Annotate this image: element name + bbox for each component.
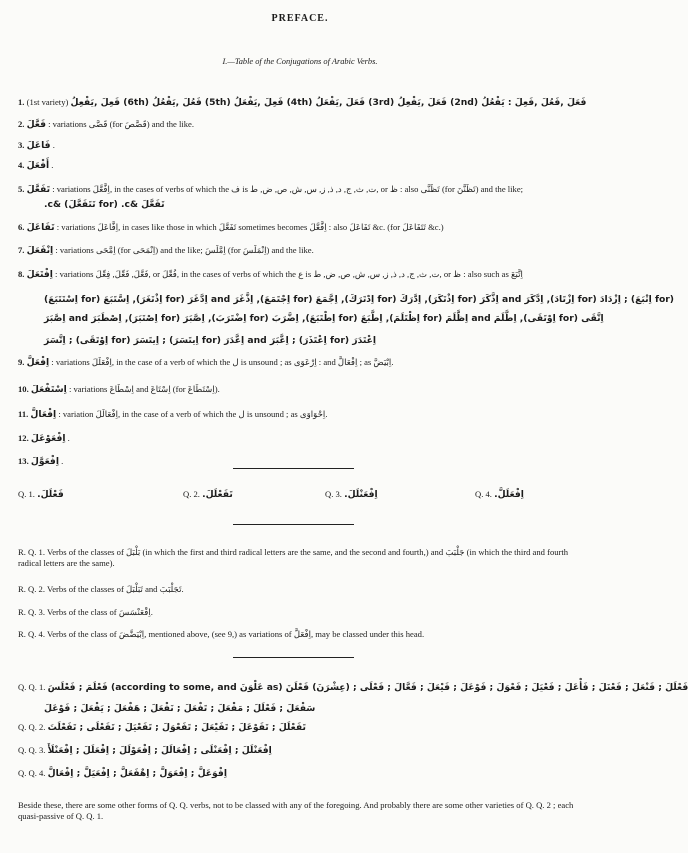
- arabic-form: سَفْعَلَ ; فَعْلَلَ ; مَفْعَلَ ; تَفْعَلَ ; نَفْعَلَ ; هَفْعَلَ ; يَفْعَلَ ; فَوْعَلَ: [44, 703, 316, 714]
- arabic-form: فَعْلَلَ ; فَنْعَلَ ; فَعْنَلَ ; فَأْعَلَ ; فَعْيَلَ ; فَعْوَلَ ; فَوْعَلَ ; فَيْعَلَ ; فَعَّالَ ; فَعْلَى ; (عِشْرَنَ) فَعْلَنَ (as عَلْوَنَ according to some, and) فَعْلَمَ ; فَعْلَسَ: [47, 682, 688, 693]
- conjugation-note: : variations اِفْعَلَلَ, in the case of a verb of which the ل is unsound ; as اِرْعَوَى : and اِفْعَالَّ ; as اِبْيَضَّ.: [49, 357, 394, 367]
- rq-line: [18, 584, 592, 595]
- arabic-form: اِفْتَعَلَ: [26, 269, 53, 280]
- conjugation-line: [18, 269, 592, 280]
- conjugation-number: 12.: [18, 433, 31, 443]
- conjugation-note: : variations اِفَّعَّلَ, in the cases of verbs of which the ف is ت, ث, ج, د, ذ, ز, س, ش, ص, ض, ط, or ظ : also تَظَنَّى (for تَظَنَّنَ) and the like;: [50, 184, 524, 194]
- arabic-form: فَعَّلَ: [26, 119, 46, 130]
- section-subtitle: I.—Table of the Conjugations of Arabic Verbs.: [222, 57, 378, 66]
- arabic-form: تَفَعَّلَ &c. (for تَتَفَعَّلَ) &c.: [44, 199, 165, 210]
- qq-line: [18, 682, 688, 693]
- rq-label: R. Q. 3.: [18, 607, 47, 617]
- quadriliteral-label: Q. 1.: [18, 489, 38, 499]
- conjugation-line: [18, 184, 592, 195]
- rq-label: R. Q. 1.: [18, 547, 47, 557]
- conjugation-number: 7.: [18, 245, 27, 255]
- arabic-form: فَعَلَ ,فَعُلَ ,فَعِلَ : يَفْعُلُ (2nd) فَعَلَ ,يَفْعِلُ (3rd) فَعَلَ ,يَفْعَلُ (4th) فَعِلَ ,يَفْعَلُ (5th) فَعُلَ ,يَفْعُلُ (6th) فَعِلَ ,يَفْعِلُ: [70, 97, 587, 108]
- conjugation-note: : variations اِسْطَاعَ and اِسْتَاعَ (for اِسْتَطَاعَ).: [66, 384, 220, 394]
- rq-line: [18, 629, 592, 640]
- quadriliteral-label: Q. 3.: [325, 489, 345, 499]
- quadriliteral-label: Q. 4.: [475, 489, 495, 499]
- conjugation-note: .: [58, 456, 64, 466]
- conjugation-line: [18, 222, 592, 233]
- arabic-form: اِسْتَفْعَلَ: [30, 384, 67, 395]
- conjugation-number: 6.: [18, 222, 27, 232]
- qq-label: Q. Q. 4.: [18, 768, 48, 778]
- conjugation-line: [18, 456, 592, 467]
- conjugation-note: .: [49, 160, 54, 170]
- arabic-form: تَفَعْلَلَ ; تَفَوْعَلَ ; تَفَيْعَلَ ; تَفَعْوَلَ ; تَفَعْيَلَ ; تَفَعْلَى ; تَفَعْلَتَ: [47, 722, 306, 733]
- closing-note: Beside these, there are some other forms of Q. Q. verbs, not to be classed with any of the foregoing. And probably there are some other varieties of Q. Q. 2 ; each quasi-passive of Q. Q. 1.: [18, 800, 574, 821]
- conjugation-note: .: [65, 433, 70, 443]
- arabic-form: (for اِتْبَعَ) ; اِزْدَادَ (for اِزْتَادَ), اِدَّكَرَ and اِذَّكَرَ (for اِذْتَكَرَ), اِدَّرَكَ (for اِدْتَرَكَ), اِجَّمَعَ (for اِجْتَمَعَ), اِذَّغَرَ and اِدَّغَرَ (for اِذْتَغَرَ), اِسَّتَبَعَ (for اِسْتَتَبَعَ): [44, 294, 674, 305]
- qq-line: [18, 722, 592, 733]
- qq-line: [18, 745, 592, 756]
- divider-rule: [233, 524, 354, 525]
- arabic-form: تَفَعَّلَ: [26, 184, 51, 195]
- arabic-form: اِفْوَعَلَّ ; اِفْعَوَلَّ ; اِهْفَعَلَّ ; اِفْعَيَلَّ ; اِفْعَالَّ: [47, 768, 227, 779]
- conjugation-number: 5.: [18, 184, 27, 194]
- quadriliteral-form: [325, 489, 378, 500]
- arabic-form: اِفْعَوْعَلَ: [30, 433, 66, 444]
- conjugation-note: : variations فَعَّلَ, فَعِّلَ, فِعِّلَ, or فُعِّلَ, in the cases of verbs of which the ع is ت, ث, ج, د, ذ, ز, س, ش, ص, ض, ط, or ظ : also such as اِتَّبَعَ: [52, 269, 523, 279]
- rq-line: [18, 547, 592, 569]
- conjugation-number: 2.: [18, 119, 27, 129]
- arabic-form: تَفَاعَلَ: [26, 222, 55, 233]
- arabic-form: اِفْعَالَّ: [30, 409, 57, 420]
- conjugation-line: [18, 119, 592, 130]
- page-title: PREFACE.: [271, 13, 329, 24]
- qq-label: Q. Q. 2.: [18, 722, 48, 732]
- conjugation-number: 13.: [18, 456, 31, 466]
- conjugation-note: : variations قَصَّى (for قَصَّصَ) and the like.: [46, 119, 194, 129]
- conjugation-line: [18, 357, 592, 368]
- conjugation-line: [18, 245, 592, 256]
- quadriliteral-form: [18, 489, 64, 500]
- conjugation-line: [44, 199, 618, 210]
- conjugation-number: 10.: [18, 384, 31, 394]
- arabic-form: تَفَعْلَلَ.: [202, 489, 233, 500]
- arabic-form: اِفْعَوَّلَ: [30, 456, 59, 467]
- variety-label: (1st variety): [26, 97, 71, 107]
- arabic-form: اِنْفَعَلَ: [26, 245, 54, 256]
- conjugation-line: [44, 294, 674, 305]
- conjugation-number: 1.: [18, 97, 27, 107]
- quadriliteral-form: [475, 489, 524, 500]
- conjugation-line: [18, 160, 592, 171]
- conjugation-line: [18, 409, 592, 420]
- conjugation-note: .: [50, 140, 55, 150]
- rq-text: Verbs of the classes of بَلْبَلَ (in which the first and third radical letters are the same, and the second and fourth,) and جَلْبَبَ (in which the third and fourth radical letters are the same).: [18, 547, 569, 568]
- arabic-form: فَعْلَلَ.: [37, 489, 64, 500]
- qq-line: [44, 703, 618, 714]
- conjugation-line: [18, 140, 592, 151]
- conjugation-number: 9.: [18, 357, 27, 367]
- arabic-form: اِفْعَلَلَّ.: [494, 489, 524, 500]
- conjugation-number: 8.: [18, 269, 27, 279]
- divider-rule: [233, 468, 354, 469]
- conjugation-number: 11.: [18, 409, 31, 419]
- rq-line: [18, 607, 592, 618]
- arabic-form: فَاعَلَ: [26, 140, 51, 151]
- conjugation-line: [18, 433, 592, 444]
- rq-text: Verbs of the class of اِبْيَضَّضَ, mentioned above, (see 9,) as variations of اِفْعَلَّ, may be classed under this head.: [46, 629, 425, 639]
- rq-label: R. Q. 2.: [18, 584, 47, 594]
- qq-label: Q. Q. 3.: [18, 745, 48, 755]
- conjugation-note: : variations اِمَّحَى (for اِنْمَحَى) and the like; اِمَّلَسَ (for اِنْمَلَسَ) and the like.: [53, 245, 314, 255]
- quadriliteral-form: [183, 489, 233, 500]
- qq-label: Q. Q. 1.: [18, 682, 48, 692]
- conjugation-line: [44, 335, 618, 346]
- rq-text: Verbs of the classes of تَبَلْبَلَ and تَجَلْبَبَ.: [46, 584, 184, 594]
- arabic-form: اِفْعَلَّ: [26, 357, 50, 368]
- conjugation-number: 4.: [18, 160, 27, 170]
- arabic-form: اِفْعَنْلَلَ ; اِفْعَنْلَى ; اِفْعَالَلَ ; اِفْعَوْلَلَ ; اِفْعَلَلَ ; اِفْعَنْلَأَ: [47, 745, 272, 756]
- quadriliteral-label: Q. 2.: [183, 489, 203, 499]
- divider-rule: [233, 657, 354, 658]
- arabic-form: أَفْعَلَ: [26, 160, 50, 171]
- conjugation-note: : variation اِفْعَالَلَ, in the case of a verb of which the ل is unsound ; as اِحْوَاوَى.: [56, 409, 328, 419]
- arabic-form: اِعْتَدَرَ (for اِعْتَذَرَ) ; اِعَّبَرَ and اِعَّدَرَ (for اِيتَسَرَ) ; اِيتَسَرَ (for اِوْتَقَى) ; اِتَّسَرَ: [44, 335, 377, 346]
- rq-text: Verbs of the class of اِقْعَنْسَسَ.: [46, 607, 153, 617]
- rq-label: R. Q. 4.: [18, 629, 47, 639]
- arabic-form: اِتَّقَى (for اِوْتَقَى), اِطَّلَمَ and اِظَّلَمَ (for اِظْتَلَمَ), اِطَّبَعَ (for اِطْتَبَعَ), اِضَّرَبَ (for اِضْتَرَبَ), اِصَّبَرَ (for اِصْتَبَرَ), اِصْطَبَرَ and اِصَّبَرَ: [44, 313, 604, 324]
- qq-line: [18, 768, 592, 779]
- conjugation-line: [18, 384, 592, 395]
- conjugation-note: : variations اِفَّاعَلَ, in cases like those in which تَفَعَّلَ sometimes becomes اِفَّعَّلَ : also تَفَاعَلَ &c. (for تَتَفَاعَلَ &c.): [54, 222, 444, 232]
- arabic-form: اِفْعَنْلَلَ.: [344, 489, 378, 500]
- conjugation-number: 3.: [18, 140, 27, 150]
- conjugation-line: [44, 313, 618, 324]
- conjugation-line: [18, 97, 592, 108]
